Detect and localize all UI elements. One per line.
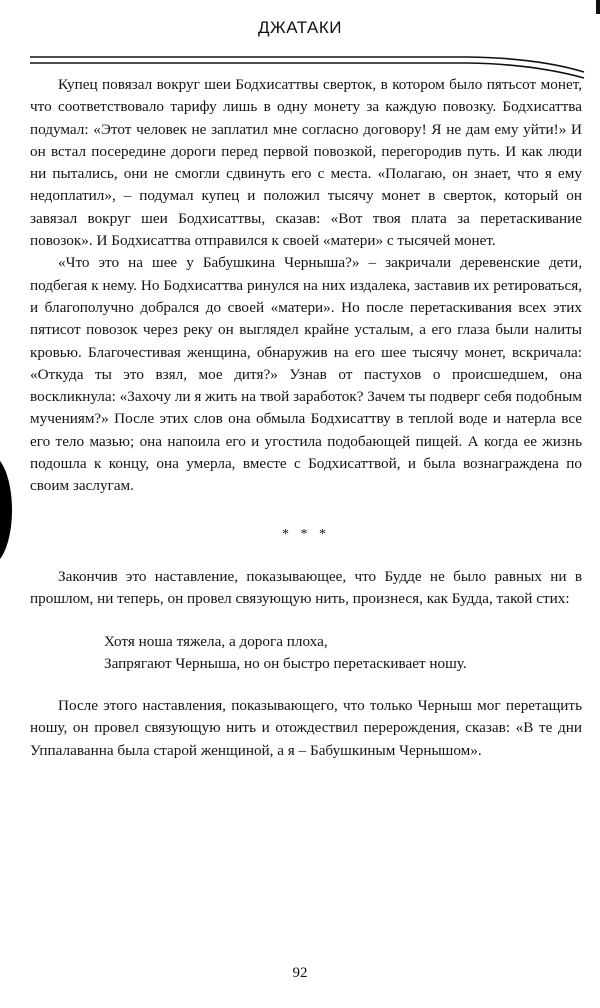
page-body: [30, 74, 582, 762]
section-separator: * * *: [282, 526, 330, 542]
page-number: 92: [292, 965, 308, 981]
verse-line: Запрягают Черныша, но он быстро перетаскивает ношу.: [104, 654, 467, 672]
verse-block: [104, 631, 582, 676]
paragraph: Купец повязал вокруг шеи Бодхисаттвы сверток, в котором было пятьсот монет, что соответствовало тарифу лишь в одну монету за каждую повозку. Бодхисаттва подумал: «Этот человек не заплатил мне согласно договору! Я не дам ему уйти!» И он встал посередине дороги перед первой повозкой, перегородив путь. И как люди ни пытались, они не смогли сдвинуть его с места. «Полагаю, он знает, что я ему недоплатил», – подумал купец и положил тысячу монет в сверток, который он завязал вокруг шеи Бодхисаттвы, сказав: «Вот твоя плата за перетаскивание повозок». И Бодхисаттва отправился к своей «матери» с тысячей монет.: [30, 76, 582, 250]
paragraph: «Что это на шее у Бабушкина Черныша?» – закричали деревенские дети, подбегая к нему. Но Бодхисаттва ринулся на них издалека, заставив их ретироваться, и благополучно добрался до своей «матери». Но после перетаскивания всех этих пятисот повозок через реку он выглядел крайне усталым, а его глаза были налиты кровью. Благочестивая женщина, обнаружив на его шее тысячу монет, вскричала: «Откуда ты это взял, мое дитя?» Узнав от пастухов о происшедшем, она воскликнула: «Захочу ли я жить на твой заработок? Зачем ты подверг себя подобным мучениям?» После этих слов она обмыла Бодхисаттву в теплой воде и натерла все его тело мазью; она напоила его и угостила подобающей пищей. А когда ее жизнь подошла к концу, она умерла, вместе с Бодхисаттвой, и была вознаграждена по своим заслугам.: [30, 254, 582, 495]
conclusion-paragraph: После этого наставления, показывающего, что только Черныш мог перетащить ношу, он провел связующую нить и отождествил перерождения, сказав: «В те дни Уппалаванна была старой женщиной, а я – Бабушкиным Чернышом».: [30, 697, 582, 759]
page-edge-shadow: [0, 455, 12, 565]
closing-intro-paragraph: Закончив это наставление, показывающее, что Будде не было равных ни в прошлом, ни теперь, он провел связующую нить, произнеся, как Будда, такой стих:: [30, 567, 582, 608]
scan-artifact-mark: [596, 0, 600, 14]
page-header: [0, 0, 600, 80]
running-title: ДЖАТАКИ: [257, 18, 342, 37]
verse-line: Хотя ноша тяжела, а дорога плоха,: [104, 632, 328, 650]
